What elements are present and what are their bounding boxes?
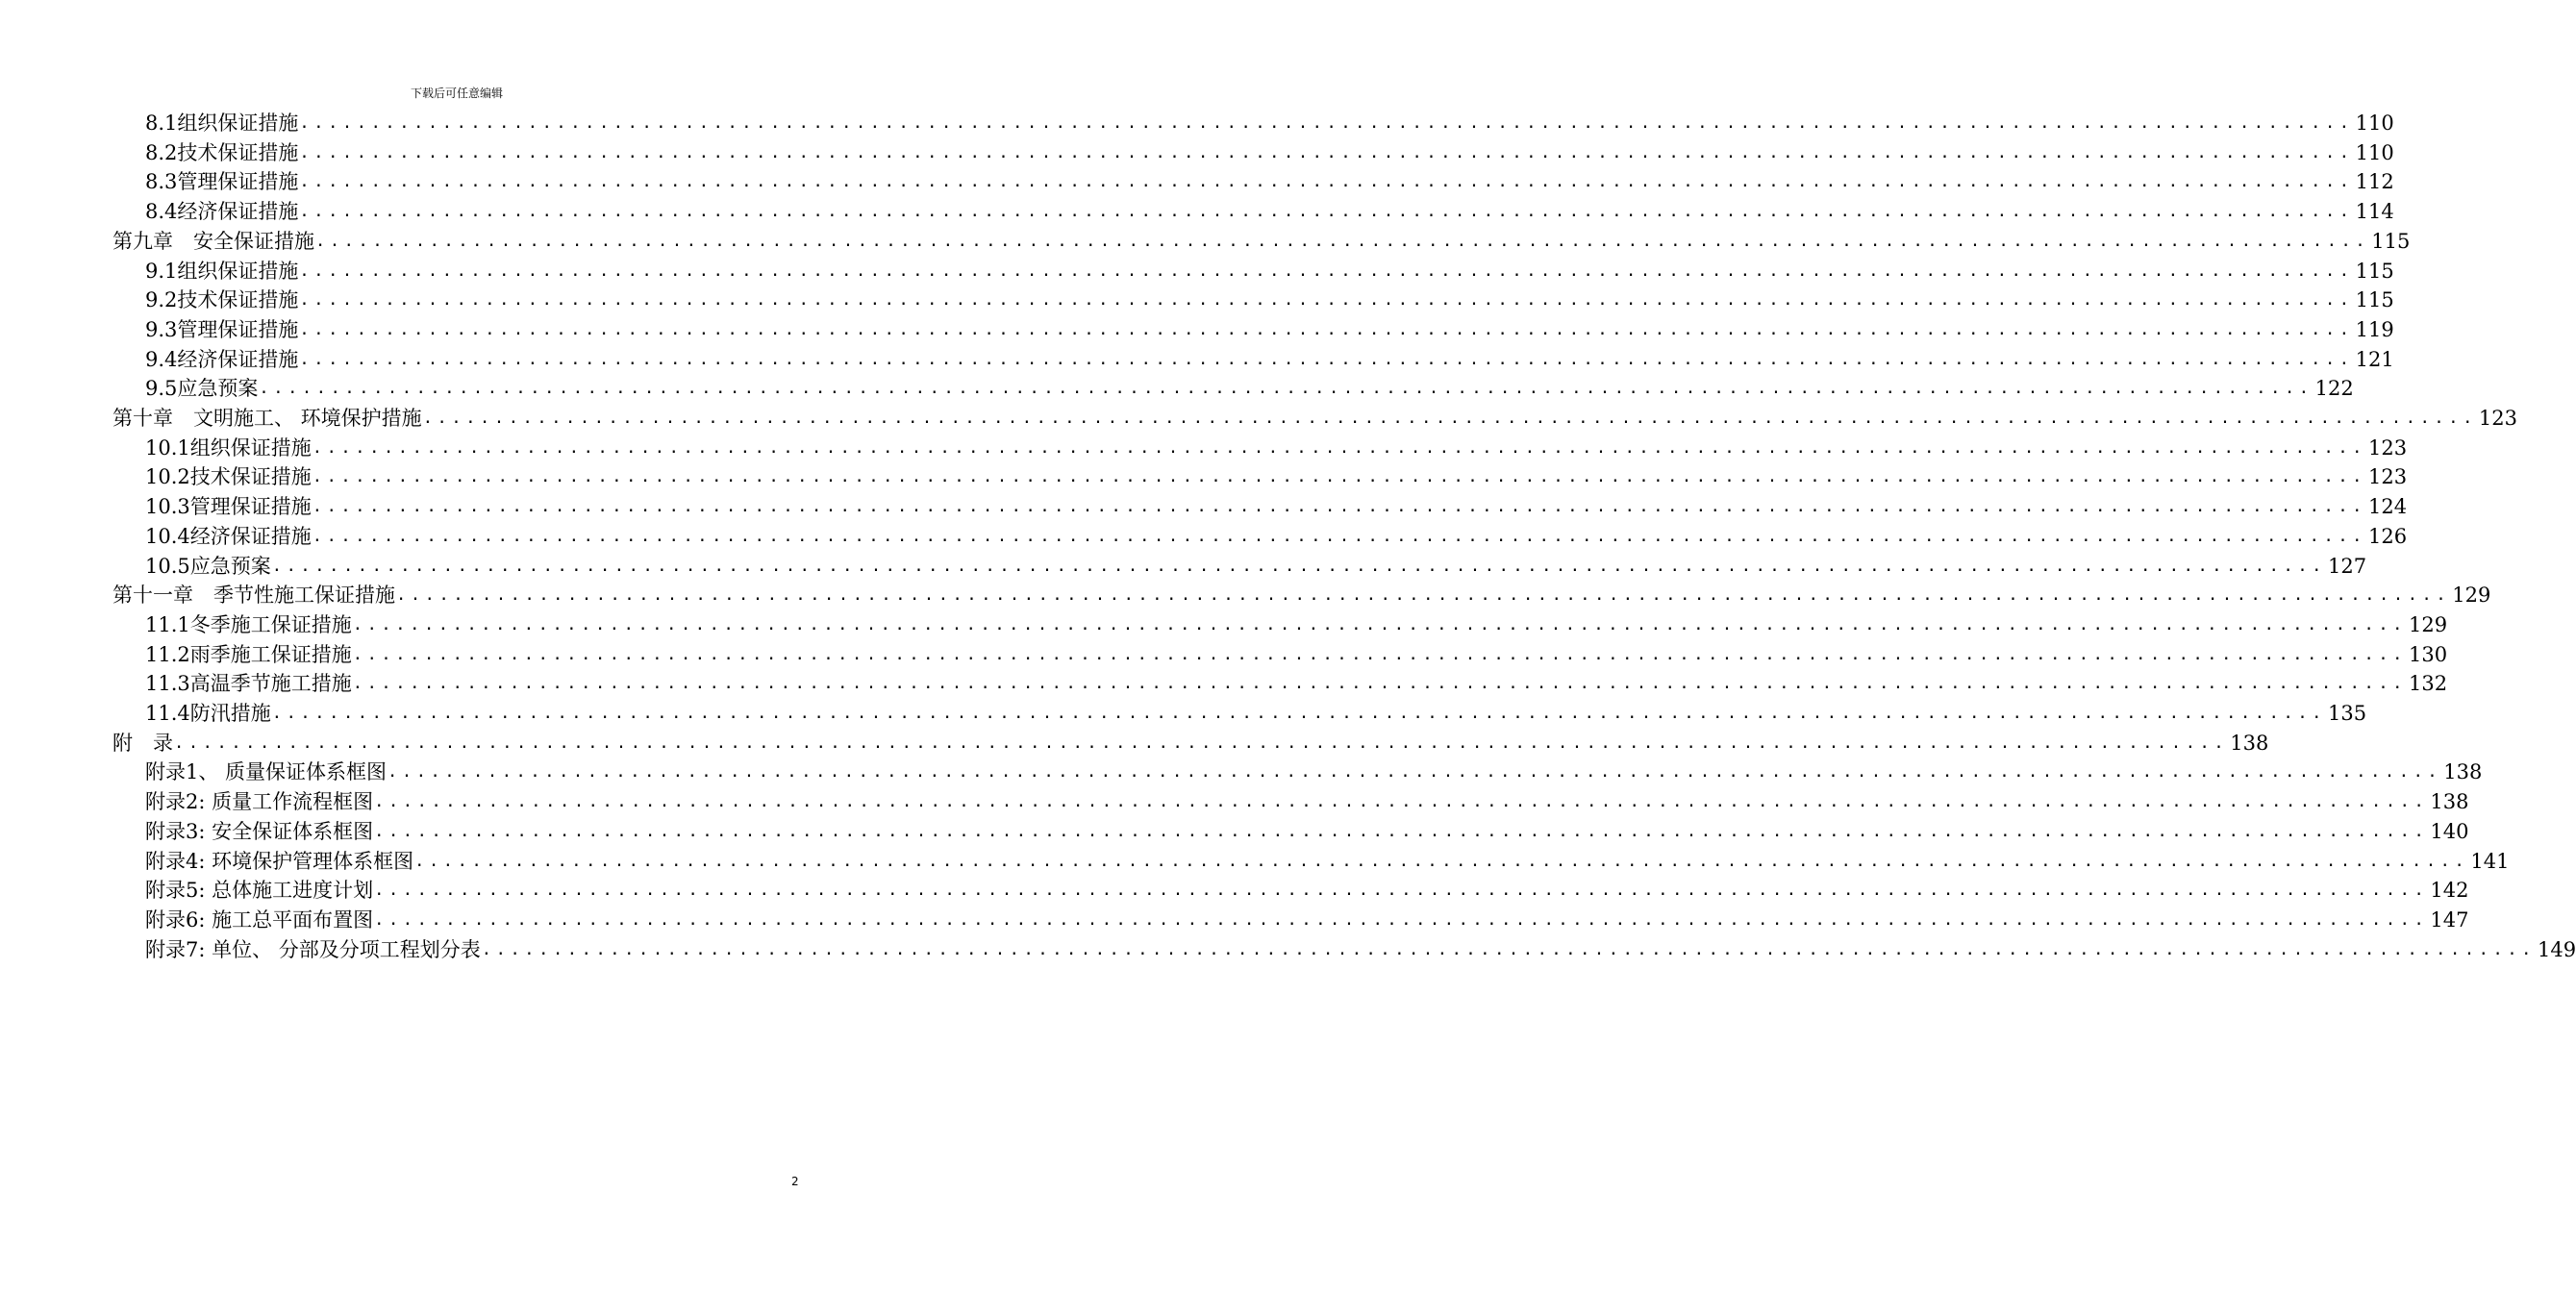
toc-leader-dots: ................................................................................................................................................: [299, 202, 2354, 222]
toc-entry-page: 130: [2409, 642, 2448, 666]
toc-entry-page: 115: [2355, 259, 2394, 283]
toc-entry-page: 119: [2355, 317, 2394, 341]
toc-entry[interactable]: [145, 491, 2408, 520]
toc-entry-title: 11.3高温季节施工措施: [145, 672, 352, 696]
toc-entry-title: 附录4: 环境保护管理体系框图: [145, 849, 414, 873]
toc-entry-page: 138: [2443, 760, 2483, 784]
toc-entry[interactable]: [145, 166, 2394, 195]
toc-entry-page: 142: [2430, 879, 2469, 903]
toc-entry-page: 123: [2368, 435, 2408, 460]
toc-entry-title: 附录2: 质量工作流程框图: [145, 790, 374, 814]
toc-entry[interactable]: [145, 285, 2394, 313]
toc-leader-dots: ................................................................................................................................................: [374, 792, 2429, 812]
toc-leader-dots: ................................................................................................................................................: [481, 939, 2537, 959]
toc-entry-page: 138: [2230, 731, 2269, 755]
toc-entry-page: 129: [2452, 584, 2491, 608]
toc-entry[interactable]: [145, 816, 2469, 845]
toc-entry[interactable]: [145, 846, 2510, 875]
toc-entry-title: 第十一章 季节性施工保证措施: [113, 584, 395, 608]
toc-entry[interactable]: [145, 373, 2354, 402]
toc-leader-dots: ................................................................................................................................................: [271, 704, 2326, 723]
toc-entry-title: 附录6: 施工总平面布置图: [145, 907, 374, 932]
toc-entry[interactable]: [145, 639, 2448, 668]
toc-entry[interactable]: [145, 108, 2394, 137]
toc-entry[interactable]: [145, 668, 2448, 697]
toc-leader-dots: ................................................................................................................................................: [299, 172, 2354, 192]
toc-entry-title: 9.5应急预案: [145, 377, 259, 401]
toc-entry-page: 135: [2328, 702, 2367, 725]
toc-leader-dots: ................................................................................................................................................: [299, 290, 2354, 311]
toc-leader-dots: ................................................................................................................................................: [315, 231, 2370, 251]
toc-leader-dots: ................................................................................................................................................: [312, 497, 2366, 517]
toc-leader-dots: ................................................................................................................................................: [352, 644, 2407, 664]
toc-leader-dots: ................................................................................................................................................: [299, 113, 2354, 133]
toc-entry-title: 第十章 文明施工、 环境保护措施: [113, 407, 422, 430]
toc-entry[interactable]: [145, 551, 2367, 580]
toc-entry-title: 附录5: 总体施工进度计划: [145, 879, 374, 903]
toc-entry[interactable]: [145, 934, 2576, 963]
toc-entry-page: 140: [2430, 819, 2469, 843]
toc-entry-title: 附录1、 质量保证体系框图: [145, 760, 388, 784]
toc-entry-title: 11.2雨季施工保证措施: [145, 642, 352, 666]
toc-entry-page: 123: [2478, 407, 2518, 430]
toc-entry-page: 110: [2355, 112, 2394, 135]
toc-entry[interactable]: [145, 609, 2448, 638]
toc-entry[interactable]: [113, 728, 2269, 757]
toc-entry[interactable]: [145, 698, 2367, 727]
toc-entry-page: 115: [2371, 229, 2411, 253]
toc-entry-page: 114: [2355, 200, 2394, 224]
toc-entry-title: 附录7: 单位、 分部及分项工程划分表: [145, 937, 481, 961]
toc-leader-dots: ................................................................................................................................................: [374, 821, 2429, 841]
toc-leader-dots: ................................................................................................................................................: [312, 526, 2366, 546]
toc-leader-dots: ................................................................................................................................................: [414, 851, 2469, 871]
page-number: 2: [791, 1175, 799, 1188]
toc-entry-page: 138: [2430, 790, 2469, 814]
toc-entry[interactable]: [145, 433, 2408, 461]
toc-entry-title: 第九章 安全保证措施: [113, 229, 314, 253]
toc-entry[interactable]: [145, 521, 2408, 550]
toc-entry[interactable]: [145, 344, 2394, 373]
toc-entry[interactable]: [145, 137, 2394, 166]
toc-entry-title: 9.2技术保证措施: [145, 288, 299, 312]
toc-entry-title: 附 录: [113, 731, 173, 755]
toc-entry-title: 8.3管理保证措施: [145, 170, 299, 194]
toc-entry-title: 11.1冬季施工保证措施: [145, 612, 352, 636]
toc-entry[interactable]: [145, 256, 2394, 285]
toc-entry-page: 123: [2368, 465, 2408, 489]
toc-leader-dots: ................................................................................................................................................: [299, 319, 2354, 339]
toc-entry[interactable]: [113, 403, 2518, 432]
toc-leader-dots: ................................................................................................................................................: [374, 881, 2429, 901]
toc-leader-dots: ................................................................................................................................................: [352, 614, 2407, 634]
toc-entry[interactable]: [145, 461, 2408, 490]
toc-leader-dots: ................................................................................................................................................: [299, 349, 2354, 369]
toc-leader-dots: ................................................................................................................................................: [396, 585, 2451, 606]
toc-leader-dots: ................................................................................................................................................: [374, 909, 2429, 930]
toc-entry-page: 141: [2470, 849, 2510, 873]
toc-leader-dots: ................................................................................................................................................: [312, 437, 2366, 458]
toc-entry-page: 112: [2355, 170, 2394, 194]
toc-entry[interactable]: [145, 757, 2483, 785]
toc-entry[interactable]: [145, 905, 2469, 933]
toc-entry[interactable]: [145, 196, 2394, 225]
toc-entry-page: 147: [2430, 907, 2469, 932]
toc-entry-page: 122: [2314, 377, 2354, 401]
toc-entry-page: 110: [2355, 140, 2394, 164]
toc-entry-page: 149: [2538, 937, 2576, 961]
toc-leader-dots: ................................................................................................................................................: [422, 409, 2477, 428]
header-note: 下载后可任意编辑: [410, 87, 503, 100]
toc-entry[interactable]: [145, 786, 2469, 815]
toc-entry-page: 129: [2409, 612, 2448, 636]
toc-entry-page: 127: [2328, 554, 2367, 578]
toc-entry-title: 10.1组织保证措施: [145, 435, 312, 460]
toc-entry-title: 10.3管理保证措施: [145, 495, 312, 519]
toc-entry-page: 126: [2368, 524, 2408, 548]
toc-entry[interactable]: [145, 875, 2469, 904]
toc-entry-title: 9.3管理保证措施: [145, 317, 299, 341]
toc-entry-title: 11.4防汛措施: [145, 702, 271, 725]
toc-leader-dots: ................................................................................................................................................: [174, 733, 2229, 753]
toc-entry-title: 10.5应急预案: [145, 554, 271, 578]
toc-entry-page: 121: [2355, 347, 2394, 371]
toc-leader-dots: ................................................................................................................................................: [299, 142, 2354, 162]
toc-entry[interactable]: [145, 314, 2394, 343]
toc-entry-title: 9.4经济保证措施: [145, 347, 299, 371]
toc-leader-dots: ................................................................................................................................................: [259, 379, 2313, 399]
toc-leader-dots: ................................................................................................................................................: [312, 467, 2366, 487]
toc-entry[interactable]: [113, 580, 2491, 609]
toc-entry-title: 10.4经济保证措施: [145, 524, 312, 548]
toc-entry-page: 132: [2409, 672, 2448, 696]
toc-leader-dots: ................................................................................................................................................: [271, 556, 2326, 576]
toc-entry-title: 9.1组织保证措施: [145, 259, 299, 283]
toc-leader-dots: ................................................................................................................................................: [352, 674, 2407, 694]
toc-leader-dots: ................................................................................................................................................: [388, 762, 2442, 783]
toc-entry-title: 10.2技术保证措施: [145, 465, 312, 489]
toc-entry-page: 124: [2368, 495, 2408, 519]
toc-leader-dots: ................................................................................................................................................: [299, 261, 2354, 281]
toc-entry-title: 附录3: 安全保证体系框图: [145, 819, 374, 843]
toc-entry-page: 115: [2355, 288, 2394, 312]
toc-entry-title: 8.4经济保证措施: [145, 200, 299, 224]
toc-entry-title: 8.2技术保证措施: [145, 140, 299, 164]
toc-entry-title: 8.1组织保证措施: [145, 112, 299, 135]
toc-entry[interactable]: [113, 226, 2411, 255]
